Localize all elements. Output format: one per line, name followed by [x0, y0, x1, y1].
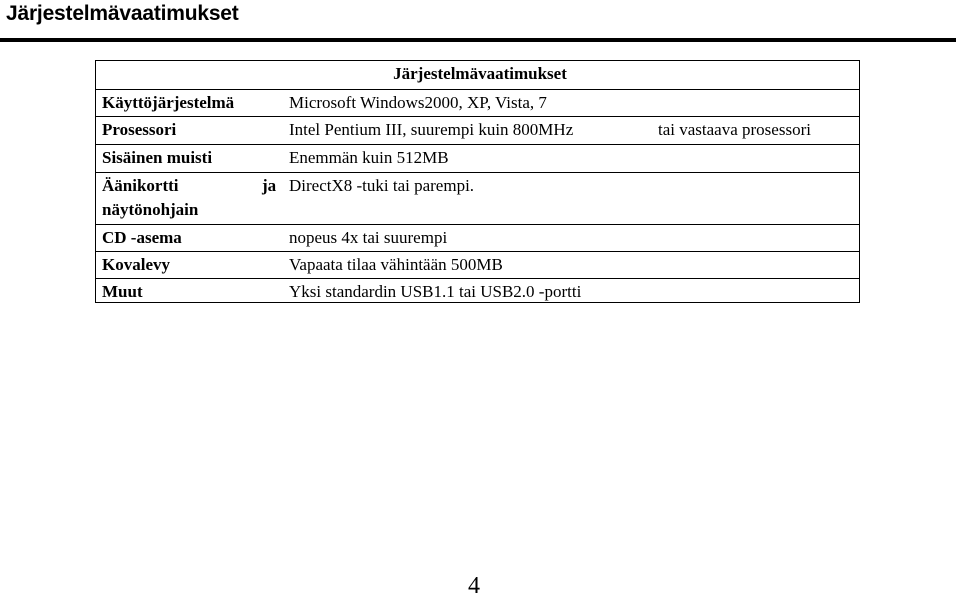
row-value-processor: Intel Pentium III, suurempi kuin 800MHz: [289, 120, 574, 139]
requirements-table-title: Järjestelmävaatimukset: [393, 64, 567, 83]
row-divider: [96, 224, 859, 225]
row-value-memory: Enemmän kuin 512MB: [289, 148, 449, 167]
row-value-harddisk: Vapaata tilaa vähintään 500MB: [289, 255, 503, 274]
row-note-processor: tai vastaava prosessori: [658, 120, 811, 139]
row-label-soundcard: Äänikortti: [102, 176, 179, 195]
row-label-other: Muut: [102, 282, 143, 301]
row-label-cd-drive: CD -asema: [102, 228, 182, 247]
row-label-graphics: näytönohjain: [102, 200, 199, 219]
row-value-os: Microsoft Windows2000, XP, Vista, 7: [289, 93, 547, 112]
heading-rule: [0, 38, 956, 42]
row-label-memory: Sisäinen muisti: [102, 148, 213, 167]
page-heading: Järjestelmävaatimukset: [6, 2, 239, 25]
row-value-other: Yksi standardin USB1.1 tai USB2.0 -portti: [289, 282, 582, 301]
requirements-table: [95, 60, 860, 303]
row-label-processor: Prosessori: [102, 120, 177, 139]
row-label-os: Käyttöjärjestelmä: [102, 93, 235, 112]
row-value-cd-drive: nopeus 4x tai suurempi: [289, 228, 448, 247]
row-divider: [96, 172, 859, 173]
row-label-soundcard-suffix: ja: [262, 176, 277, 195]
row-value-soundcard: DirectX8 -tuki tai parempi.: [289, 176, 475, 195]
row-label-harddisk: Kovalevy: [102, 255, 170, 274]
page-number: 4: [468, 573, 480, 599]
